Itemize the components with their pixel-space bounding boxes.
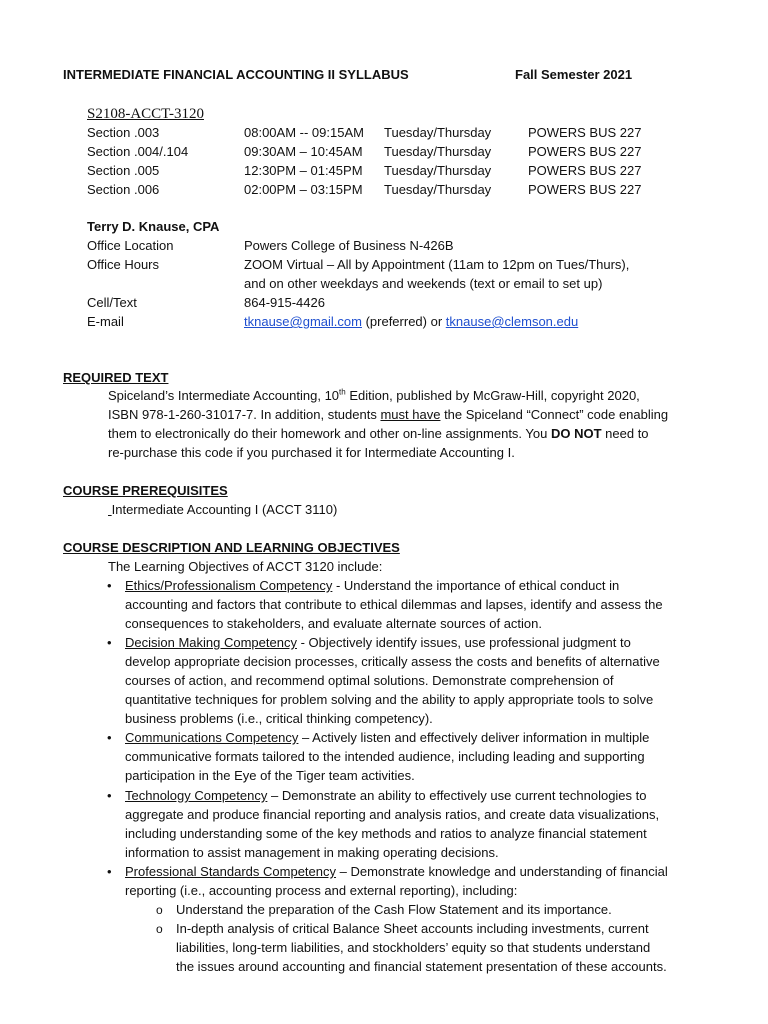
email-label: E-mail	[87, 314, 124, 329]
email-secondary-link[interactable]: tknause@clemson.edu	[445, 314, 579, 329]
required-text-line-3	[108, 426, 649, 441]
course-code: S2108-ACCT-3120	[87, 106, 204, 122]
objective-line: business problems (i.e., critical thinking competency).	[125, 711, 433, 726]
office-hours-line-2: and on other weekdays and weekends (text or email to set up)	[244, 276, 603, 291]
must-have-emphasis: must have	[380, 407, 441, 422]
email-line	[244, 314, 578, 329]
section-time: 12:30PM – 01:45PM	[244, 163, 363, 178]
objective-line: including understanding some of the key methods and ratios to analyze financial statement	[125, 826, 647, 841]
section-days: Tuesday/Thursday	[384, 125, 492, 140]
required-text-line-2	[108, 407, 668, 422]
prerequisite-item	[108, 502, 337, 517]
bullet-icon: •	[107, 730, 112, 745]
instructor-name: Terry D. Knause, CPA	[87, 219, 220, 234]
objective-title: Professional Standards Competency	[125, 864, 337, 879]
office-hours-label: Office Hours	[87, 257, 160, 272]
required-text-l2b: the Spiceland “Connect” code enabling	[440, 407, 669, 422]
document-title: INTERMEDIATE FINANCIAL ACCOUNTING II SYLLABUS	[63, 67, 409, 82]
objective-title: Decision Making Competency	[125, 635, 297, 650]
objective-line	[125, 730, 649, 745]
sub-bullet-icon: o	[156, 903, 163, 917]
sub-bullet-icon: o	[156, 922, 163, 936]
objective-text: – Demonstrate knowledge and understanding of financial	[336, 864, 668, 879]
objectives-intro: The Learning Objectives of ACCT 3120 include:	[108, 559, 383, 574]
objective-text: - Objectively identify issues, use professional judgment to	[296, 635, 631, 650]
objective-title: Ethics/Professionalism Competency	[125, 578, 333, 593]
objective-line: develop appropriate decision processes, critically assess the costs and benefits of alternative	[125, 654, 660, 669]
objective-title: Communications Competency	[125, 730, 299, 745]
office-hours-line-1: ZOOM Virtual – All by Appointment (11am to 12pm on Tues/Thurs),	[244, 257, 630, 272]
required-text-l1a: Spiceland’s Intermediate Accounting, 10	[108, 388, 340, 403]
section-name: Section .006	[87, 182, 160, 197]
required-text-l2a: ISBN 978-1-260-31017-7. In addition, students	[108, 407, 381, 422]
bullet-icon: •	[107, 635, 112, 650]
prerequisite-text: Intermediate Accounting I (ACCT 3110)	[111, 502, 338, 517]
objective-line	[125, 635, 631, 650]
required-text-heading: REQUIRED TEXT	[63, 370, 169, 385]
section-name: Section .004/.104	[87, 144, 189, 159]
section-time: 02:00PM – 03:15PM	[244, 182, 363, 197]
objective-line: consequences to stakeholders, and evaluate alternate sources of action.	[125, 616, 542, 631]
office-location: Powers College of Business N-426B	[244, 238, 454, 253]
cell-label: Cell/Text	[87, 295, 137, 310]
objective-title: Technology Competency	[125, 788, 268, 803]
section-room: POWERS BUS 227	[528, 163, 642, 178]
objective-text: - Understand the importance of ethical conduct in	[332, 578, 620, 593]
section-room: POWERS BUS 227	[528, 125, 642, 140]
required-text-l1b: Edition, published by McGraw-Hill, copyright 2020,	[345, 388, 640, 403]
objective-line: accounting and factors that contribute to ethical dilemmas and lapses, identify and assess the	[125, 597, 663, 612]
section-days: Tuesday/Thursday	[384, 182, 492, 197]
bullet-icon: •	[107, 578, 112, 593]
required-text-l3c: need to	[601, 426, 649, 441]
objective-line: quantitative techniques for problem solving and the ability to apply appropriate tools to solve	[125, 692, 654, 707]
sub-objective-line: liabilities, long-term liabilities, and stockholders’ equity so that students understand	[176, 940, 651, 955]
email-separator: (preferred) or	[361, 314, 446, 329]
cell-number: 864-915-4426	[244, 295, 325, 310]
edition-superscript: th	[339, 387, 346, 397]
objective-text: – Actively listen and effectively deliver information in multiple	[298, 730, 650, 745]
do-not-emphasis: DO NOT	[550, 426, 602, 441]
description-heading: COURSE DESCRIPTION AND LEARNING OBJECTIVES	[63, 540, 400, 555]
objective-line: courses of action, and recommend optimal solutions. Demonstrate comprehension of	[125, 673, 614, 688]
objective-line	[125, 788, 647, 803]
office-location-label: Office Location	[87, 238, 174, 253]
required-text-l3a: them to electronically do their homework and other on-line assignments. You	[108, 426, 551, 441]
email-primary-link[interactable]: tknause@gmail.com	[244, 314, 362, 329]
objective-text: – Demonstrate an ability to effectively use current technologies to	[267, 788, 647, 803]
bullet-icon: •	[107, 864, 112, 879]
objective-line: reporting (i.e., accounting process and external reporting), including:	[125, 883, 518, 898]
sub-objective-line: In-depth analysis of critical Balance Sheet accounts including investments, current	[176, 921, 649, 936]
objective-line: communicative formats tailored to the intended audience, including leading and supporting	[125, 749, 645, 764]
section-room: POWERS BUS 227	[528, 182, 642, 197]
section-name: Section .005	[87, 163, 160, 178]
objective-line	[125, 578, 619, 593]
required-text-line-4: re-purchase this code if you purchased it for Intermediate Accounting I.	[108, 445, 515, 460]
objective-line: information to assist management in making operating decisions.	[125, 845, 499, 860]
section-room: POWERS BUS 227	[528, 144, 642, 159]
objective-line: participation in the Eye of the Tiger team activities.	[125, 768, 415, 783]
section-time: 08:00AM -- 09:15AM	[244, 125, 364, 140]
prerequisites-heading: COURSE PREREQUISITES	[63, 483, 228, 498]
section-time: 09:30AM – 10:45AM	[244, 144, 363, 159]
semester-label: Fall Semester 2021	[515, 67, 633, 82]
sub-objective-line: Understand the preparation of the Cash Flow Statement and its importance.	[176, 902, 612, 917]
section-days: Tuesday/Thursday	[384, 163, 492, 178]
required-text-line-1	[108, 388, 640, 403]
objective-line	[125, 864, 668, 879]
bullet-icon: •	[107, 788, 112, 803]
objective-line: aggregate and produce financial reporting and analysis ratios, and create data visualizations,	[125, 807, 660, 822]
section-days: Tuesday/Thursday	[384, 144, 492, 159]
section-name: Section .003	[87, 125, 160, 140]
sub-objective-line: the issues around accounting and financial statement presentation of these accounts.	[176, 959, 667, 974]
